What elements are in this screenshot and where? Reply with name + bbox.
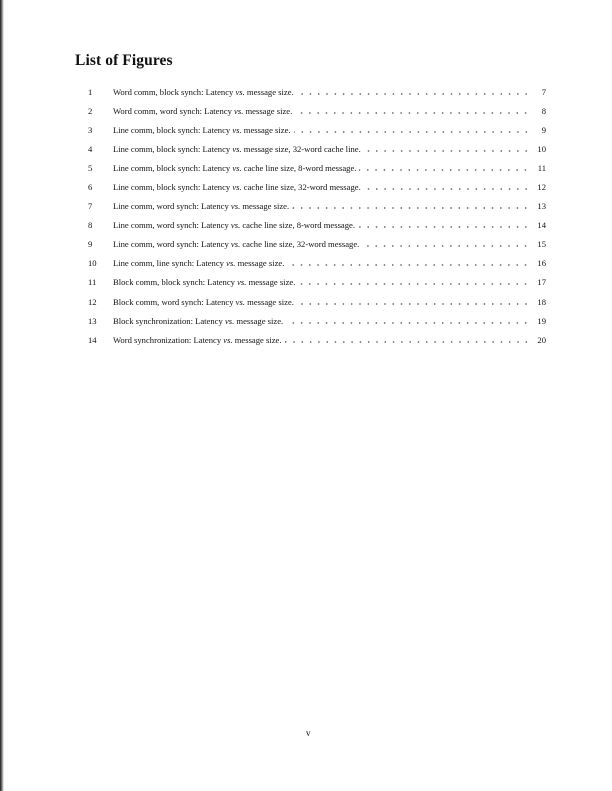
- figure-entry: [88, 254, 546, 273]
- scan-left-edge: [0, 0, 4, 791]
- dot-leader: [364, 183, 530, 193]
- dot-leader: [294, 126, 530, 136]
- figure-page-number: 9: [541, 124, 546, 135]
- dot-leader: [298, 278, 530, 288]
- figure-number: 8: [88, 220, 93, 231]
- dot-leader: [364, 145, 530, 155]
- dot-leader: [295, 107, 530, 117]
- figure-entry: [88, 82, 546, 101]
- figure-page-number: 7: [541, 86, 546, 97]
- figure-number: 12: [88, 296, 97, 307]
- figure-number: 7: [88, 201, 93, 212]
- dot-leader: [362, 240, 530, 250]
- figure-number: 4: [88, 143, 93, 154]
- figure-entry: [88, 139, 546, 158]
- figure-caption: Line comm, line synch: Latency vs. message size.: [113, 258, 285, 269]
- figure-number: 13: [88, 315, 97, 326]
- figure-entry: [88, 158, 546, 177]
- dot-leader: [297, 88, 530, 98]
- figure-number: 1: [88, 86, 93, 97]
- dot-leader: [287, 259, 530, 269]
- figure-entry: [88, 120, 546, 139]
- figure-entry: [88, 235, 546, 254]
- figure-number: 11: [88, 277, 97, 288]
- dot-leader: [292, 202, 530, 212]
- figure-page-number: 19: [537, 315, 546, 326]
- figure-caption: Block synchronization: Latency vs. message size.: [113, 315, 284, 326]
- figure-entry: [88, 101, 546, 120]
- figure-page-number: 14: [537, 220, 546, 231]
- figure-entry: [88, 330, 546, 349]
- figure-page-number: 12: [537, 182, 546, 193]
- figure-page-number: 17: [537, 277, 546, 288]
- figure-page-number: 13: [537, 201, 546, 212]
- figure-caption: Line comm, word synch: Latency vs. message size.: [113, 201, 290, 212]
- dot-leader: [285, 336, 530, 346]
- figure-page-number: 8: [541, 105, 546, 116]
- dot-leader: [297, 298, 530, 308]
- figure-entry: [88, 177, 546, 196]
- figure-caption: Line comm, word synch: Latency vs. cache line size, 32-word message.: [113, 239, 360, 250]
- figure-caption: Line comm, block synch: Latency vs. cache line size, 32-word message.: [113, 182, 361, 193]
- figure-number: 3: [88, 124, 93, 135]
- figure-entry: [88, 216, 546, 235]
- figure-number: 10: [88, 258, 97, 269]
- figure-caption: Block comm, block synch: Latency vs. message size.: [113, 277, 296, 288]
- figure-entry: [88, 197, 546, 216]
- figure-number: 2: [88, 105, 93, 116]
- figure-caption: Line comm, block synch: Latency vs. message size.: [113, 124, 291, 135]
- figure-page-number: 10: [537, 143, 546, 154]
- figure-number: 6: [88, 182, 93, 193]
- figure-entry: [88, 292, 546, 311]
- figure-page-number: 16: [537, 258, 546, 269]
- figure-entry: [88, 273, 546, 292]
- figure-caption: Line comm, block synch: Latency vs. cache line size, 8-word message.: [113, 162, 357, 173]
- dot-leader: [358, 221, 530, 231]
- figure-page-number: 20: [537, 334, 546, 345]
- figure-page-number: 15: [537, 239, 546, 250]
- figure-caption: Word comm, word synch: Latency vs. message size.: [113, 105, 293, 116]
- figure-entry: [88, 311, 546, 330]
- figure-number: 14: [88, 334, 97, 345]
- figure-caption: Line comm, block synch: Latency vs. message size, 32-word cache line.: [113, 143, 361, 154]
- figure-page-number: 11: [537, 162, 546, 173]
- figure-caption: Word synchronization: Latency vs. message size.: [113, 334, 282, 345]
- figure-page-number: 18: [537, 296, 546, 307]
- figure-caption: Block comm, word synch: Latency vs. message size.: [113, 296, 294, 307]
- page-title: List of Figures: [75, 52, 173, 69]
- dot-leader: [286, 317, 530, 327]
- figure-number: 5: [88, 162, 93, 173]
- figure-number: 9: [88, 239, 93, 250]
- figure-caption: Word comm, block synch: Latency vs. message size.: [113, 86, 294, 97]
- figure-list: [88, 82, 546, 349]
- dot-leader: [359, 164, 530, 174]
- page-number: v: [306, 728, 311, 738]
- figure-caption: Line comm, word synch: Latency vs. cache line size, 8-word message.: [113, 220, 355, 231]
